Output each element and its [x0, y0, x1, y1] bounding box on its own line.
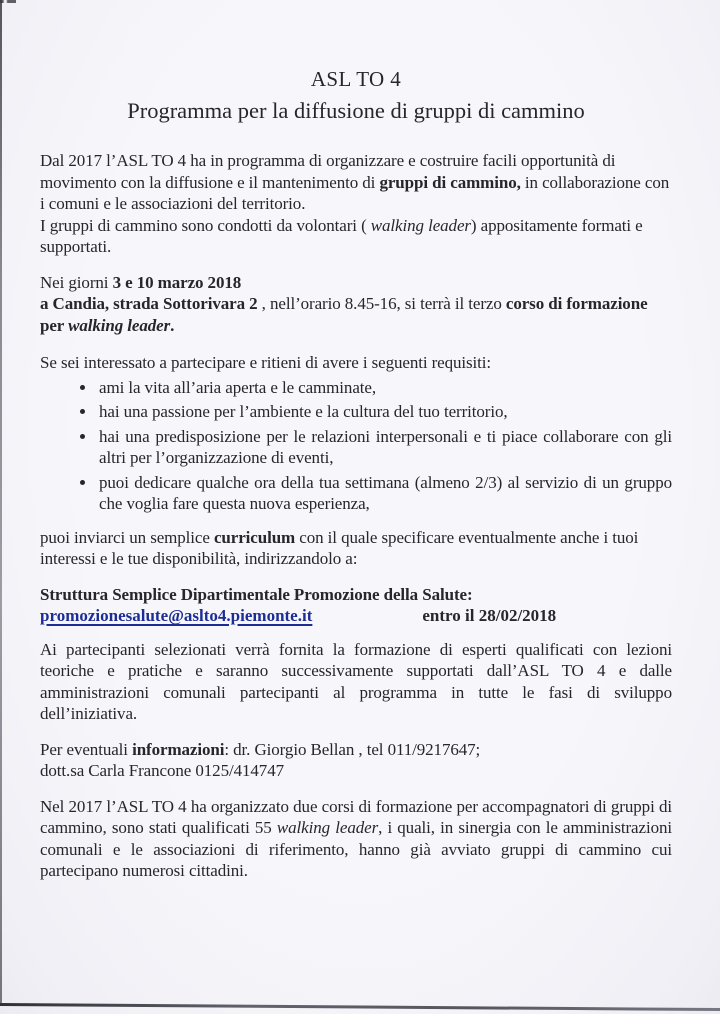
text-run: Per eventuali [40, 739, 133, 759]
text-run: 3 e 10 marzo 2018 [112, 272, 242, 292]
text-run: gruppi di cammino, [379, 172, 521, 192]
text-run: : dr. Giorgio Bellan , tel 011/9217647; [224, 739, 481, 759]
text-run: corso di formazione per [40, 294, 648, 335]
text-run: , i quali, in sinergia con le amministrazioni comunali e le associazioni di riferimento, hanno già avviato gruppi di cammino cui partecipano numerosi cittadini. [40, 818, 672, 880]
paragraph-history [40, 796, 672, 882]
doc-subtitle: Programma per la diffusione di gruppi di cammino [127, 98, 585, 123]
email-link[interactable]: promozionesalute@aslto4.piemonte.it [40, 606, 313, 625]
scan-edge-bottom [0, 1003, 720, 1011]
requirement-item: • hai una passione per l’ambiente e la cultura del tuo territorio, [97, 401, 672, 423]
text-run: Dal 2017 l’ASL TO 4 ha in programma di organizzare e costruire facili opportunità di movimento con la diffusione e il mantenimento di [40, 151, 616, 192]
paragraph-curriculum [40, 527, 672, 570]
text-run: . [170, 315, 175, 335]
paragraph-intro [40, 150, 672, 258]
requirement-item: • ami la vita all’aria aperta e le camminate, [97, 377, 672, 399]
text-run: Nel 2017 l’ASL TO 4 ha organizzato due corsi di formazione per accompagnatori di gruppi di cammino, sono stati qualificati 55 [40, 796, 672, 837]
text-run: curriculum [213, 527, 296, 547]
scan-edge-left [0, 0, 2, 1004]
text-run: walking leader [68, 315, 171, 335]
requirement-item: • puoi dedicare qualche ora della tua settimana (almeno 2/3) al servizio di un gruppo che voglia fare questa nuova esperienza, [97, 472, 672, 515]
paragraph-info-contacts [40, 739, 672, 782]
text-run: I gruppi di cammino sono condotti da volontari ( [40, 215, 371, 235]
deadline-text: entro il 28/02/2018 [422, 606, 557, 625]
text-run: Nei giorni [40, 272, 113, 292]
text-run: a Candia, strada Sottorivara 2 [40, 294, 258, 313]
text-run: con il quale specificare eventualmente anche i tuoi interessi e le tue disponibilità, indirizzandolo a: [40, 527, 639, 568]
text-run: informazioni [132, 739, 225, 759]
text-run: ) appositamente formati e supportati. [40, 215, 643, 256]
text-run: dott.sa Carla Francone 0125/414747 [40, 761, 284, 780]
requirements-list [40, 377, 672, 515]
text-run: walking leader [276, 818, 379, 837]
requirement-item: • hai una predisposizione per le relazioni interpersonali e ti piace collaborare con gli altri per l’organizzazione di eventi, [97, 426, 672, 469]
contact-department: Struttura Semplice Dipartimentale Promozione della Salute: [40, 584, 473, 604]
contact-row [40, 605, 672, 627]
paragraph-course-announcement [40, 272, 672, 337]
document-content [40, 66, 672, 882]
requirements-lead: Se sei interessato a partecipare e ritieni di avere i seguenti requisiti: [40, 353, 492, 372]
text-run: puoi inviarci un semplice [40, 527, 214, 547]
scan-corner-mark [0, 0, 16, 3]
doc-title: ASL TO 4 [310, 67, 402, 91]
text-run: in collaborazione con i comuni e le associazioni del territorio. [40, 172, 670, 213]
text-run: , nell’orario 8.45-16, si terrà il terzo [257, 294, 506, 313]
text-run: walking leader [370, 215, 471, 235]
contact-block [40, 584, 672, 627]
paragraph-training: Ai partecipanti selezionati verrà fornita la formazione di esperti qualificati con lezioni teoriche e pratiche e saranno successivamente supportati dall’ASL TO 4 e dalle amministrazioni comunali partecipanti al programma in tutte le fasi di sviluppo dell’iniziativa. [40, 639, 672, 723]
